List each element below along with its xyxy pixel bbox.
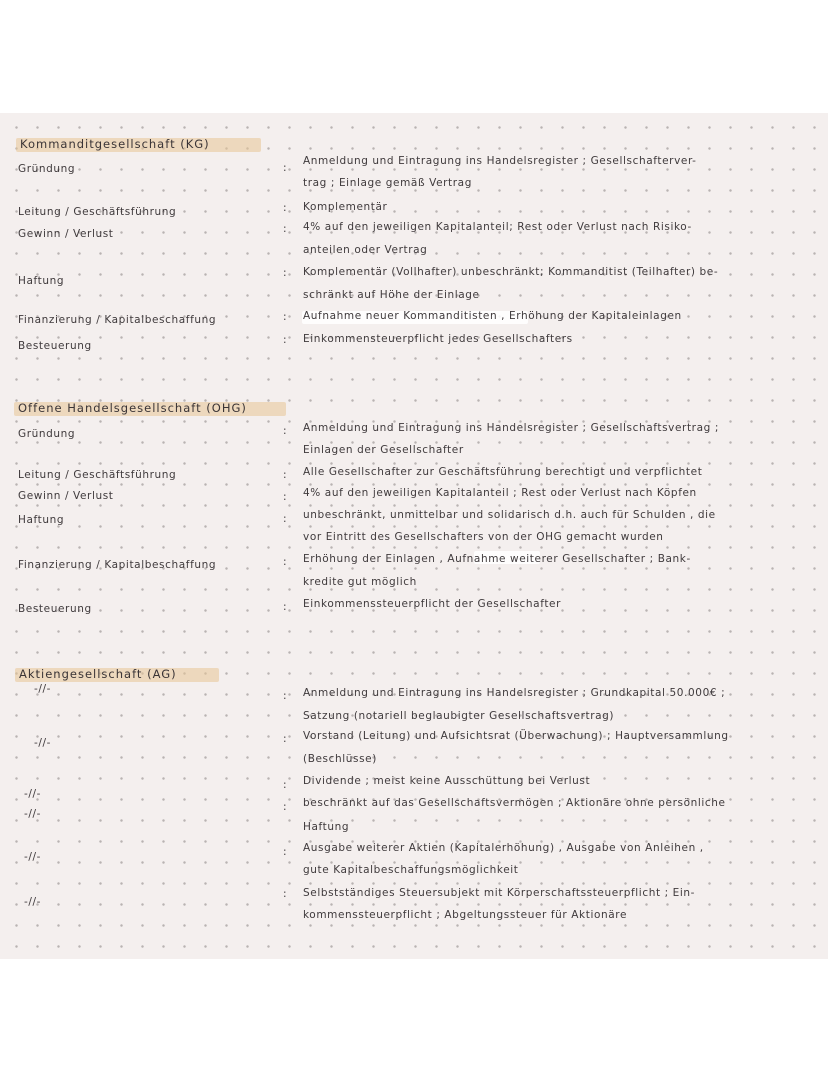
row-label: Gründung	[18, 163, 76, 175]
row-text: trag ; Einlage gemäß Vertrag	[303, 177, 472, 189]
row-label: -//-	[34, 683, 52, 695]
row-text: kommenssteuerpflicht ; Abgeltungssteuer für Aktionäre	[303, 909, 628, 921]
colon: :	[283, 888, 288, 900]
colon: :	[283, 311, 288, 323]
row-text: Selbstständiges Steuersubjekt mit Körperschaftssteuerpflicht ; Ein-	[303, 887, 696, 899]
row-text: Einlagen der Gesellschafter	[303, 444, 464, 456]
row-label: Besteuerung	[18, 340, 92, 352]
colon: :	[283, 162, 288, 174]
row-label: Finanzierung / Kapitalbeschaffung	[18, 559, 217, 571]
row-text: Anmeldung und Eintragung ins Handelsregister ; Gesellschafterver-	[303, 155, 697, 167]
row-label: Leitung / Geschäftsführung	[18, 206, 177, 218]
row-label: Leitung / Geschäftsführung	[18, 469, 177, 481]
colon: :	[283, 690, 288, 702]
row-text: 4% auf den jeweiligen Kapitalanteil; Rest oder Verlust nach Risiko-	[303, 221, 692, 233]
colon: :	[283, 469, 288, 481]
row-label: Gewinn / Verlust	[18, 228, 114, 240]
row-text: anteilen oder Vertrag	[303, 244, 428, 256]
row-label: -//-	[24, 788, 42, 800]
colon: :	[283, 513, 288, 525]
row-label: Haftung	[18, 514, 65, 526]
colon: :	[283, 846, 288, 858]
colon: :	[283, 601, 288, 613]
section-heading-ohg: Offene Handelsgesellschaft (OHG)	[18, 401, 247, 415]
row-text: (Beschlüsse)	[303, 753, 377, 765]
section-heading-ag: Aktiengesellschaft (AG)	[19, 667, 177, 681]
row-text: schränkt auf Höhe der Einlage	[303, 289, 480, 301]
row-text: beschränkt auf das Gesellschaftsvermögen ; Aktionäre ohne persönliche	[303, 797, 726, 809]
notebook-page	[0, 113, 828, 959]
colon: :	[283, 334, 288, 346]
row-text: Satzung (notariell beglaubigter Gesellschaftsvertrag)	[303, 710, 615, 722]
colon: :	[283, 491, 288, 503]
row-text: Aufnahme neuer Kommanditisten , Erhöhung der Kapitaleinlagen	[303, 310, 682, 322]
row-text: Ausgabe weiterer Aktien (Kapitalerhöhung) , Ausgabe von Anleihen ,	[303, 842, 704, 854]
row-text: kredite gut möglich	[303, 576, 417, 588]
row-label: Gründung	[18, 428, 76, 440]
row-text: gute Kapitalbeschaffungsmöglichkeit	[303, 864, 519, 876]
row-text: Vorstand (Leitung) und Aufsichtsrat (Überwachung) ; Hauptversammlung	[303, 730, 729, 742]
row-label: Haftung	[18, 275, 65, 287]
row-text: vor Eintritt des Gesellschafters von der OHG gemacht wurden	[303, 531, 664, 543]
row-text: Komplementär (Vollhafter) unbeschränkt; Kommanditist (Teilhafter) be-	[303, 266, 719, 278]
row-text: Einkommenssteuerpflicht der Gesellschafter	[303, 598, 562, 610]
row-text: Anmeldung und Eintragung ins Handelsregister ; Gesellschaftsvertrag ;	[303, 422, 719, 434]
row-text: 4% auf den jeweiligen Kapitalanteil ; Rest oder Verlust nach Köpfen	[303, 487, 697, 499]
colon: :	[283, 779, 288, 791]
row-label: -//-	[24, 896, 42, 908]
colon: :	[283, 556, 288, 568]
colon: :	[283, 425, 288, 437]
row-text: Komplementär	[303, 201, 388, 213]
row-text: Dividende ; meist keine Ausschüttung bei Verlust	[303, 775, 591, 787]
row-text: unbeschränkt, unmittelbar und solidarisch d.h. auch für Schulden , die	[303, 509, 716, 521]
row-label: -//-	[24, 851, 42, 863]
row-label: Gewinn / Verlust	[18, 490, 114, 502]
section-heading-kg: Kommanditgesellschaft (KG)	[20, 137, 210, 151]
row-text: Anmeldung und Eintragung ins Handelsregister ; Grundkapital 50.000€ ;	[303, 687, 726, 699]
colon: :	[283, 267, 288, 279]
row-text: Erhöhung der Einlagen , Aufnahme weiterer Gesellschafter ; Bank-	[303, 553, 691, 565]
colon: :	[283, 202, 288, 214]
row-label: Finanzierung / Kapitalbeschaffung	[18, 314, 217, 326]
row-label: -//-	[34, 737, 52, 749]
row-label: Besteuerung	[18, 603, 92, 615]
row-label: -//-	[24, 808, 42, 820]
row-text: Einkommensteuerpflicht jedes Gesellschafters	[303, 333, 573, 345]
row-text: Haftung	[303, 821, 350, 833]
colon: :	[283, 223, 288, 235]
colon: :	[283, 801, 288, 813]
row-text: Alle Gesellschafter zur Geschäftsführung berechtigt und verpflichtet	[303, 466, 703, 478]
colon: :	[283, 733, 288, 745]
